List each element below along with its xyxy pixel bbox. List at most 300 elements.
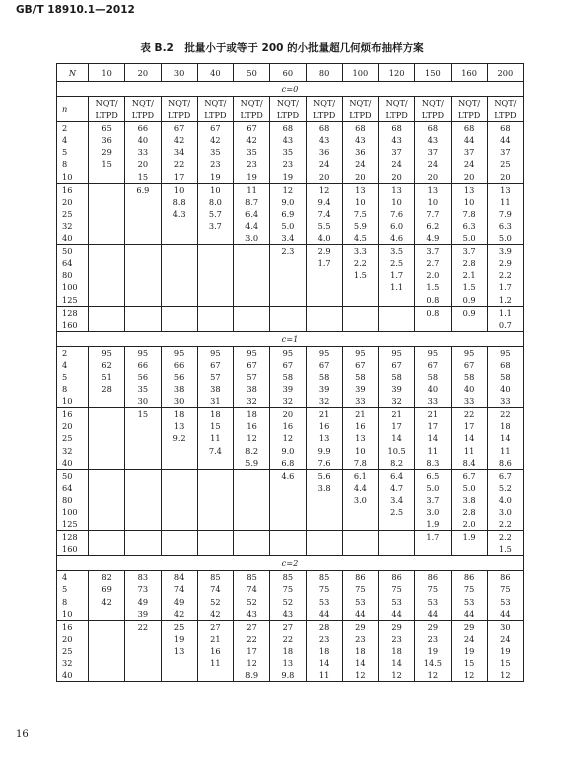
nqt-ltpd-value: 39 xyxy=(318,384,330,395)
nqt-ltpd-value: 13 xyxy=(318,433,330,444)
nqt-ltpd-value xyxy=(89,269,124,281)
nqt-ltpd-value xyxy=(379,531,414,543)
nqt-ltpd-value: 86 xyxy=(463,572,475,583)
nqt-ltpd-cell xyxy=(306,122,342,183)
sample-size-value: 40 xyxy=(62,670,73,681)
nqt-ltpd-value: 6.1 xyxy=(353,470,367,481)
sampling-plan-table xyxy=(56,63,524,682)
nqt-ltpd-value xyxy=(307,518,342,530)
nqt-ltpd-value: 75 xyxy=(427,584,439,595)
nqt-ltpd-cell xyxy=(234,306,270,331)
nqt-ltpd-value xyxy=(234,307,269,319)
nqt-ltpd-value: 67 xyxy=(210,123,221,134)
nqt-ltpd-cell xyxy=(342,469,378,530)
nqt-ltpd-cell xyxy=(306,571,342,620)
nqt-ltpd-value: 56 xyxy=(137,371,149,382)
nqt-ltpd-value xyxy=(89,171,124,183)
nqt-ltpd-value: 13 xyxy=(282,658,294,669)
nqt-ltpd-cell xyxy=(89,408,125,469)
nqt-ltpd-cell xyxy=(415,122,451,183)
sample-size-value: 32 xyxy=(62,445,73,456)
nqt-ltpd-value xyxy=(198,307,233,319)
nqt-ltpd-value: 6.3 xyxy=(462,220,476,231)
nqt-ltpd-value: 12 xyxy=(282,433,294,444)
nqt-ltpd-value xyxy=(89,633,124,645)
nqt-ltpd-value xyxy=(162,269,197,281)
nqt-ltpd-value: 6.0 xyxy=(390,220,404,231)
nqt-ltpd-cell xyxy=(342,183,378,244)
nqt-ltpd-value xyxy=(125,257,160,269)
nqt-ltpd-value xyxy=(89,257,124,269)
nqt-ltpd-cell xyxy=(487,346,523,407)
nqt-ltpd-value: 15 xyxy=(137,171,149,182)
nqt-ltpd-value: 52 xyxy=(246,596,257,607)
nqt-ltpd-value: 38 xyxy=(173,384,185,395)
nqt-ltpd-value: 75 xyxy=(318,584,330,595)
nqt-ltpd-value xyxy=(162,232,197,244)
nqt-ltpd-value xyxy=(125,281,160,293)
nqt-ltpd-value: 67 xyxy=(318,359,330,370)
nqt-ltpd-value: 6.7 xyxy=(498,470,512,481)
sample-size-value: 4 xyxy=(62,135,68,146)
nqt-ltpd-value xyxy=(162,494,197,506)
nqt-ltpd-cell xyxy=(379,531,415,556)
nqt-ltpd-value: 22 xyxy=(137,621,149,632)
sample-size-value: 32 xyxy=(62,658,73,669)
sample-size-group xyxy=(57,408,524,469)
sample-size-value: 10 xyxy=(62,171,73,182)
nqt-ltpd-value: 67 xyxy=(282,359,294,370)
nqt-ltpd-value: 21 xyxy=(391,409,402,420)
nqt-ltpd-value: 42 xyxy=(210,608,221,619)
acceptance-number-row xyxy=(57,331,524,346)
nqt-ltpd-value: 3.3 xyxy=(353,246,367,257)
nqt-ltpd-value: 86 xyxy=(355,572,366,583)
nqt-ltpd-value xyxy=(162,281,197,293)
nqt-ltpd-value: 25 xyxy=(173,621,185,632)
nqt-ltpd-value: 53 xyxy=(500,596,511,607)
sample-size-group xyxy=(57,122,524,183)
nqt-ltpd-value: 20 xyxy=(282,409,294,420)
nqt-ltpd-value xyxy=(307,281,342,293)
sample-size-group xyxy=(57,346,524,407)
nqt-ltpd-cell xyxy=(89,183,125,244)
nqt-ltpd-value xyxy=(234,319,269,331)
nqt-ltpd-value: 5.9 xyxy=(245,457,259,468)
nqt-ltpd-value: 58 xyxy=(427,371,439,382)
nqt-ltpd-cell xyxy=(487,306,523,331)
nqt-ltpd-value xyxy=(452,319,487,331)
nqt-ltpd-value: 10 xyxy=(210,184,221,195)
nqt-ltpd-value: 13 xyxy=(173,645,185,656)
nqt-ltpd-value xyxy=(162,457,197,469)
nqt-ltpd-value xyxy=(198,531,233,543)
nqt-ltpd-cell xyxy=(197,469,233,530)
nqt-ltpd-value: 2.8 xyxy=(462,507,476,517)
nqt-ltpd-value: 25 xyxy=(500,159,511,170)
sample-size-cell xyxy=(57,346,89,407)
nqt-ltpd-value xyxy=(125,531,160,543)
nqt-ltpd-value: 2.2 xyxy=(498,270,512,281)
sample-size-value: 40 xyxy=(62,457,73,468)
nqt-ltpd-header: NQT/ LTPD xyxy=(487,97,523,122)
nqt-ltpd-value: 3.8 xyxy=(317,482,331,493)
nqt-ltpd-cell xyxy=(342,245,378,306)
nqt-ltpd-value: 21 xyxy=(318,409,330,420)
sample-size-value: 4 xyxy=(62,359,68,370)
nqt-ltpd-value: 1.9 xyxy=(426,519,440,530)
nqt-ltpd-value: 36 xyxy=(355,147,366,158)
nqt-ltpd-value: 27 xyxy=(282,621,294,632)
nqt-ltpd-value: 0.7 xyxy=(498,319,512,330)
nqt-ltpd-value xyxy=(270,531,305,543)
nqt-ltpd-value: 18 xyxy=(246,409,257,420)
nqt-ltpd-value: 44 xyxy=(318,608,330,619)
nqt-ltpd-cell xyxy=(342,122,378,183)
nqt-ltpd-value: 8.7 xyxy=(245,196,259,207)
nqt-ltpd-value: 53 xyxy=(318,596,330,607)
nqt-ltpd-value: 1.5 xyxy=(353,270,367,281)
nqt-ltpd-value: 5.2 xyxy=(498,482,512,493)
nqt-ltpd-value xyxy=(270,281,305,293)
lot-size-10: 10 xyxy=(89,64,125,82)
nqt-ltpd-value xyxy=(379,518,414,530)
nqt-ltpd-cell xyxy=(451,469,487,530)
nqt-ltpd-value: 4.3 xyxy=(172,208,186,219)
nqt-ltpd-value xyxy=(307,543,342,555)
nqt-ltpd-cell xyxy=(89,245,125,306)
nqt-ltpd-value: 86 xyxy=(500,572,511,583)
page-number: 16 xyxy=(16,729,29,740)
nqt-ltpd-value: 16 xyxy=(246,421,257,432)
nqt-ltpd-value xyxy=(89,457,124,469)
nqt-ltpd-value: 42 xyxy=(173,608,185,619)
nqt-ltpd-header: NQT/ LTPD xyxy=(415,97,451,122)
nqt-ltpd-value xyxy=(89,319,124,331)
nqt-ltpd-value: 1.7 xyxy=(498,282,512,293)
nqt-ltpd-value: 85 xyxy=(210,572,221,583)
nqt-ltpd-cell xyxy=(197,245,233,306)
nqt-ltpd-value: 14 xyxy=(318,658,330,669)
nqt-ltpd-value: 32 xyxy=(246,396,257,407)
nqt-ltpd-cell xyxy=(161,122,197,183)
nqt-ltpd-cell xyxy=(379,245,415,306)
nqt-ltpd-cell xyxy=(89,469,125,530)
nqt-ltpd-value: 11 xyxy=(210,658,221,669)
nqt-ltpd-value: 33 xyxy=(463,396,475,407)
nqt-ltpd-value: 16 xyxy=(282,421,294,432)
nqt-ltpd-value: 83 xyxy=(137,572,149,583)
table-title: 表 B.2 批量小于或等于 200 的小批量超几何烦布抽样方案 xyxy=(140,42,424,54)
nqt-ltpd-value xyxy=(162,506,197,518)
sample-size-value: 2 xyxy=(62,347,68,358)
nqt-ltpd-value xyxy=(89,494,124,506)
nqt-ltpd-cell xyxy=(415,183,451,244)
nqt-ltpd-value: 15 xyxy=(101,159,112,170)
nqt-ltpd-value xyxy=(343,281,378,293)
nqt-ltpd-cell xyxy=(234,183,270,244)
nqt-ltpd-value: 84 xyxy=(173,572,185,583)
nqt-ltpd-cell xyxy=(125,469,161,530)
nqt-ltpd-value: 68 xyxy=(318,123,330,134)
nqt-ltpd-value: 44 xyxy=(391,608,402,619)
nqt-ltpd-value: 8.4 xyxy=(462,457,476,468)
nqt-ltpd-value: 24 xyxy=(391,159,402,170)
nqt-ltpd-value: 2.2 xyxy=(498,532,512,543)
nqt-ltpd-value: 13 xyxy=(355,433,366,444)
lot-size-40: 40 xyxy=(197,64,233,82)
nqt-ltpd-value: 86 xyxy=(391,572,402,583)
nqt-ltpd-value xyxy=(198,506,233,518)
nqt-ltpd-value: 56 xyxy=(173,371,185,382)
nqt-ltpd-cell xyxy=(451,183,487,244)
nqt-ltpd-cell xyxy=(306,346,342,407)
nqt-ltpd-cell xyxy=(270,531,306,556)
nqt-ltpd-value: 19 xyxy=(427,645,439,656)
nqt-ltpd-cell xyxy=(270,469,306,530)
nqt-ltpd-value: 12 xyxy=(427,670,439,681)
nqt-ltpd-value: 30 xyxy=(500,621,511,632)
nqt-ltpd-cell xyxy=(125,408,161,469)
nqt-ltpd-value xyxy=(162,543,197,555)
nqt-ltpd-value: 95 xyxy=(391,347,402,358)
nqt-ltpd-value: 40 xyxy=(463,384,475,395)
nqt-ltpd-value: 85 xyxy=(246,572,257,583)
nqt-ltpd-value: 66 xyxy=(173,359,185,370)
nqt-ltpd-value xyxy=(125,319,160,331)
acceptance-number-label: c=0 xyxy=(57,82,524,97)
nqt-ltpd-value: 6.8 xyxy=(281,457,295,468)
nqt-ltpd-value: 3.8 xyxy=(462,494,476,505)
nqt-ltpd-value: 19 xyxy=(463,645,475,656)
nqt-ltpd-cell xyxy=(197,571,233,620)
nqt-ltpd-cell xyxy=(415,531,451,556)
nqt-ltpd-value: 17 xyxy=(391,421,402,432)
nqt-ltpd-value: 16 xyxy=(355,421,366,432)
nqt-ltpd-cell xyxy=(270,620,306,681)
nqt-ltpd-value: 0.9 xyxy=(462,307,476,318)
nqt-ltpd-cell xyxy=(270,346,306,407)
nqt-ltpd-cell xyxy=(125,620,161,681)
nqt-ltpd-value xyxy=(162,307,197,319)
nqt-ltpd-value: 3.9 xyxy=(498,246,512,257)
nqt-ltpd-value: 29 xyxy=(391,621,402,632)
nqt-ltpd-value: 29 xyxy=(355,621,366,632)
nqt-ltpd-cell xyxy=(451,408,487,469)
nqt-ltpd-header: NQT/ LTPD xyxy=(451,97,487,122)
nqt-ltpd-value: 3.0 xyxy=(353,494,367,505)
nqt-ltpd-value: 11 xyxy=(500,196,511,207)
nqt-ltpd-value: 29 xyxy=(463,621,475,632)
nqt-ltpd-value xyxy=(270,319,305,331)
nqt-ltpd-value: 24 xyxy=(463,159,475,170)
sample-size-value: 4 xyxy=(62,572,68,583)
nqt-ltpd-value: 20 xyxy=(463,171,475,182)
nqt-ltpd-value: 5.0 xyxy=(498,233,512,244)
nqt-ltpd-value: 19 xyxy=(210,171,221,182)
sample-size-value: 32 xyxy=(62,220,73,231)
nqt-ltpd-cell xyxy=(270,245,306,306)
nqt-ltpd-value xyxy=(270,257,305,269)
nqt-ltpd-cell xyxy=(487,620,523,681)
nqt-ltpd-cell xyxy=(270,306,306,331)
sample-size-value: 40 xyxy=(62,233,73,244)
nqt-ltpd-value: 1.7 xyxy=(390,270,404,281)
nqt-ltpd-cell xyxy=(451,620,487,681)
nqt-ltpd-header: NQT/ LTPD xyxy=(125,97,161,122)
nqt-ltpd-value: 95 xyxy=(500,347,511,358)
nqt-ltpd-value: 3.4 xyxy=(390,494,404,505)
nqt-ltpd-value: 44 xyxy=(500,608,511,619)
nqt-ltpd-value: 18 xyxy=(318,645,330,656)
nqt-ltpd-cell xyxy=(379,620,415,681)
nqt-ltpd-value: 38 xyxy=(210,384,221,395)
sample-size-value: 100 xyxy=(62,282,78,293)
nqt-ltpd-value: 14 xyxy=(427,433,439,444)
nqt-ltpd-value: 37 xyxy=(427,147,439,158)
nqt-ltpd-value: 67 xyxy=(210,359,221,370)
nqt-ltpd-value: 20 xyxy=(427,171,439,182)
nqt-ltpd-value: 7.4 xyxy=(317,208,331,219)
nqt-ltpd-cell xyxy=(451,531,487,556)
nqt-ltpd-value: 43 xyxy=(246,608,257,619)
nqt-ltpd-value: 66 xyxy=(137,123,149,134)
nqt-ltpd-cell xyxy=(342,346,378,407)
nqt-ltpd-cell xyxy=(161,183,197,244)
nqt-ltpd-value: 3.5 xyxy=(390,246,404,257)
nqt-ltpd-value: 15 xyxy=(210,421,221,432)
nqt-ltpd-value: 5.0 xyxy=(281,220,295,231)
nqt-ltpd-cell xyxy=(342,408,378,469)
nqt-ltpd-cell xyxy=(379,469,415,530)
nqt-ltpd-cell xyxy=(234,122,270,183)
nqt-ltpd-value: 18 xyxy=(391,645,402,656)
nqt-ltpd-value: 34 xyxy=(173,147,185,158)
nqt-ltpd-value xyxy=(125,494,160,506)
nqt-ltpd-value xyxy=(307,294,342,306)
nqt-ltpd-value xyxy=(89,621,124,633)
nqt-ltpd-value: 43 xyxy=(391,135,402,146)
nqt-ltpd-value: 13 xyxy=(391,184,402,195)
nqt-ltpd-value: 22 xyxy=(246,633,257,644)
nqt-ltpd-value xyxy=(270,543,305,555)
nqt-ltpd-value xyxy=(125,245,160,257)
nqt-ltpd-value: 4.7 xyxy=(390,482,404,493)
nqt-ltpd-value: 3.4 xyxy=(281,233,295,244)
nqt-ltpd-value xyxy=(89,281,124,293)
nqt-ltpd-value: 95 xyxy=(282,347,294,358)
nqt-ltpd-cell xyxy=(342,531,378,556)
nqt-ltpd-value: 62 xyxy=(101,359,112,370)
nqt-ltpd-cell xyxy=(161,245,197,306)
sample-size-value: 10 xyxy=(62,608,73,619)
nqt-ltpd-value: 67 xyxy=(173,123,185,134)
nqt-ltpd-cell xyxy=(89,306,125,331)
lot-size-100: 100 xyxy=(342,64,378,82)
nqt-ltpd-value: 11 xyxy=(318,670,330,681)
nqt-ltpd-value: 17 xyxy=(246,645,257,656)
nqt-ltpd-cell xyxy=(415,620,451,681)
nqt-ltpd-value xyxy=(343,531,378,543)
nqt-ltpd-value: 4.5 xyxy=(353,233,367,244)
nqt-ltpd-value: 39 xyxy=(137,608,149,619)
nqt-ltpd-value: 9.8 xyxy=(281,670,295,681)
nqt-ltpd-value: 52 xyxy=(210,596,221,607)
nqt-ltpd-value xyxy=(162,657,197,669)
sample-size-cell xyxy=(57,122,89,183)
nqt-ltpd-value: 18 xyxy=(282,645,294,656)
nqt-ltpd-cell xyxy=(306,245,342,306)
lot-size-header-row xyxy=(57,64,524,82)
nqt-ltpd-value: 10 xyxy=(463,196,475,207)
nqt-ltpd-value: 44 xyxy=(355,608,366,619)
nqt-ltpd-value: 11 xyxy=(427,445,439,456)
nqt-ltpd-value xyxy=(162,220,197,232)
nqt-ltpd-value: 19 xyxy=(500,645,511,656)
nqt-ltpd-cell xyxy=(89,620,125,681)
nqt-ltpd-value: 17 xyxy=(427,421,439,432)
sample-size-value: 16 xyxy=(62,184,73,195)
nqt-ltpd-value: 21 xyxy=(427,409,439,420)
nqt-ltpd-cell xyxy=(125,306,161,331)
nqt-ltpd-value: 39 xyxy=(355,384,366,395)
nqt-ltpd-value: 68 xyxy=(391,123,402,134)
nqt-ltpd-value xyxy=(379,543,414,555)
nqt-ltpd-value: 9.0 xyxy=(281,445,295,456)
nqt-ltpd-value: 7.9 xyxy=(498,208,512,219)
column-subheader-row xyxy=(57,97,524,122)
nqt-ltpd-cell xyxy=(487,245,523,306)
nqt-ltpd-value: 28 xyxy=(101,384,112,395)
nqt-ltpd-value: 2.0 xyxy=(462,519,476,530)
nqt-ltpd-value: 8.3 xyxy=(426,457,440,468)
nqt-ltpd-value: 68 xyxy=(500,123,511,134)
nqt-ltpd-value: 95 xyxy=(137,347,149,358)
nqt-ltpd-cell xyxy=(234,531,270,556)
nqt-ltpd-value xyxy=(198,669,233,681)
nqt-ltpd-value: 11 xyxy=(246,184,257,195)
nqt-ltpd-cell xyxy=(415,346,451,407)
lot-size-200: 200 xyxy=(487,64,523,82)
nqt-ltpd-value xyxy=(89,445,124,457)
nqt-ltpd-cell xyxy=(270,408,306,469)
sample-size-cell xyxy=(57,306,89,331)
nqt-ltpd-value: 13 xyxy=(355,184,366,195)
nqt-ltpd-cell xyxy=(415,245,451,306)
nqt-ltpd-value xyxy=(234,494,269,506)
nqt-ltpd-value: 5.7 xyxy=(208,208,222,219)
nqt-ltpd-value: 10 xyxy=(355,445,366,456)
nqt-ltpd-value: 95 xyxy=(318,347,330,358)
nqt-ltpd-value: 4.6 xyxy=(281,470,295,481)
nqt-ltpd-value xyxy=(343,294,378,306)
nqt-ltpd-cell xyxy=(161,346,197,407)
nqt-ltpd-value: 11 xyxy=(463,445,475,456)
nqt-ltpd-value: 4.0 xyxy=(317,233,331,244)
nqt-ltpd-value: 15 xyxy=(137,409,149,420)
nqt-ltpd-value xyxy=(89,657,124,669)
nqt-ltpd-value: 6.5 xyxy=(426,470,440,481)
nqt-ltpd-value: 28 xyxy=(318,621,330,632)
nqt-ltpd-value: 74 xyxy=(173,584,185,595)
nqt-ltpd-value: 67 xyxy=(246,359,257,370)
nqt-ltpd-value: 27 xyxy=(246,621,257,632)
nqt-ltpd-value: 75 xyxy=(355,584,366,595)
nqt-ltpd-value: 3.7 xyxy=(426,246,440,257)
nqt-ltpd-cell xyxy=(415,571,451,620)
sample-size-value: 64 xyxy=(62,258,73,269)
nqt-ltpd-value xyxy=(198,294,233,306)
